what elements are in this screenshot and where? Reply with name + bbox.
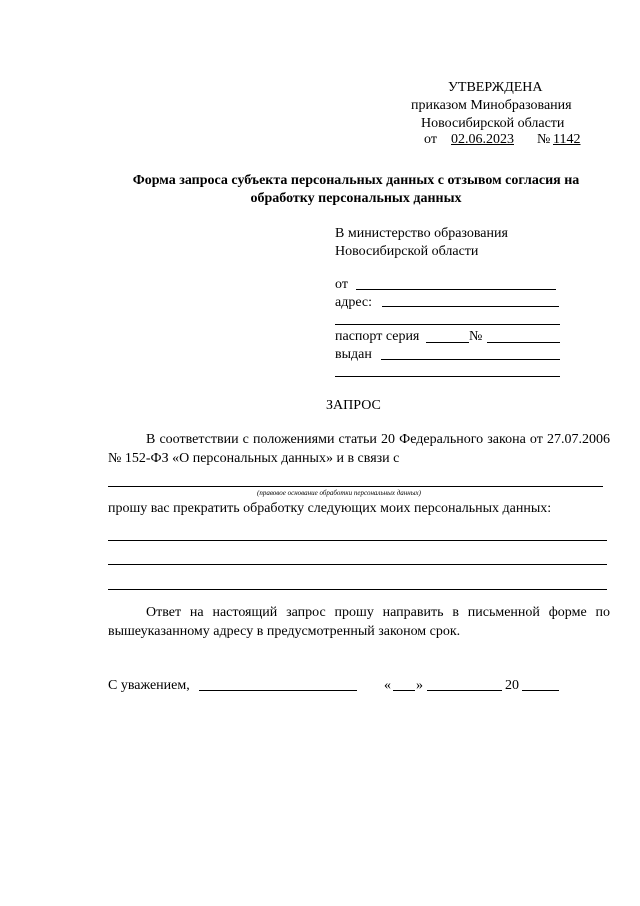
passport-number-label: №: [469, 329, 483, 344]
request-heading: ЗАПРОС: [326, 398, 381, 413]
legal-basis-caption: (правовое основание обработки персональных данных): [257, 489, 421, 497]
approval-title: УТВЕРЖДЕНА: [448, 80, 543, 95]
year-prefix: 20: [505, 678, 519, 693]
address-label: адрес:: [335, 295, 373, 310]
passport-series-field[interactable]: [426, 342, 469, 343]
passport-series-label: паспорт серия: [335, 329, 420, 344]
year-field[interactable]: [522, 690, 559, 691]
request-paragraph-3: Ответ на настоящий запрос прошу направить в письменной форме по вышеуказанному адресу в предусмотренный законом срок.: [108, 605, 610, 639]
approval-number-prefix: №: [537, 132, 551, 147]
address-field-line2[interactable]: [335, 324, 560, 325]
issued-label: выдан: [335, 347, 372, 362]
request-paragraph-2: прошу вас прекратить обработку следующих моих персональных данных:: [108, 501, 552, 516]
from-label: от: [335, 277, 348, 292]
address-field[interactable]: [382, 306, 559, 307]
approval-order: приказом Минобразования: [411, 98, 572, 113]
approval-date-prefix: от: [424, 132, 437, 147]
approval-date: 02.06.2023: [451, 132, 514, 147]
issued-field-line2[interactable]: [335, 376, 560, 377]
addressee-line1: В министерство образования: [335, 226, 508, 241]
signature-field[interactable]: [199, 690, 357, 691]
month-field[interactable]: [427, 690, 502, 691]
request-paragraph-1: В соответствии с положениями статьи 20 Федерального закона от 27.07.2006 № 152-ФЗ «О персональных данных» и в связи с: [108, 432, 610, 466]
regards-label: С уважением,: [108, 678, 190, 693]
quote-close: »: [416, 678, 423, 693]
day-field[interactable]: [393, 690, 415, 691]
personal-data-field-2[interactable]: [108, 564, 607, 565]
issued-field[interactable]: [381, 359, 560, 360]
from-field[interactable]: [356, 289, 556, 290]
approval-number: 1142: [553, 132, 581, 147]
legal-basis-field[interactable]: [108, 486, 603, 487]
personal-data-field-1[interactable]: [108, 540, 607, 541]
quote-open: «: [384, 678, 391, 693]
approval-region: Новосибирской области: [421, 116, 565, 131]
addressee-line2: Новосибирской области: [335, 244, 479, 259]
form-title: Форма запроса субъекта персональных данных с отзывом согласия на обработку персональных данных: [132, 173, 580, 206]
personal-data-field-3[interactable]: [108, 589, 607, 590]
passport-number-field[interactable]: [487, 342, 560, 343]
